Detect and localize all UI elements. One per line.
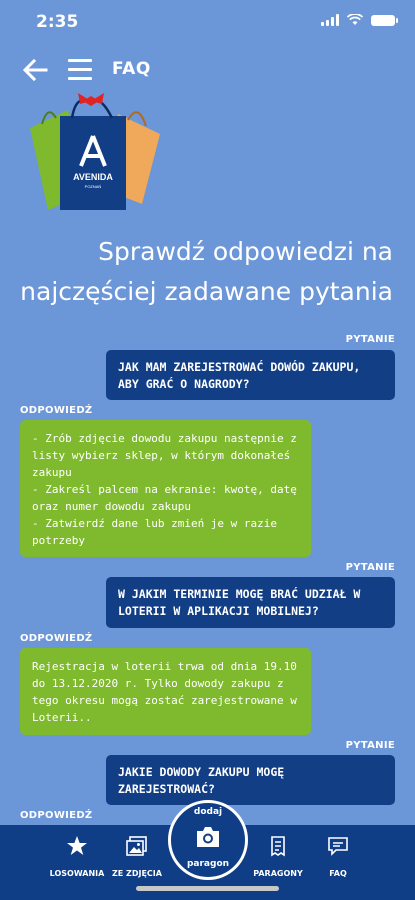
nav-ze-zdjecia[interactable] [102,835,172,880]
battery-icon [371,15,395,26]
nav-paragony-label: PARAGONY [253,869,303,878]
status-bar [0,0,415,44]
answer-bubble: Rejestracja w loterii trwa od dnia 19.10 do 13.12.2020 r. Tylko dowody zakupu z tego okresu mogą zostać zarejestrowane w Loterii.. [20,648,311,735]
star-icon [66,835,88,857]
answer-label: ODPOWIEDŹ [20,810,93,821]
nav-faq-label: FAQ [329,869,347,878]
status-time: 2:35 [36,12,79,32]
back-arrow-icon[interactable] [22,58,48,82]
bag-brand-name: AVENIDA [73,172,113,182]
nav-faq[interactable] [303,835,373,880]
camera-icon [195,825,221,849]
question-bubble: W JAKIM TERMINIE MOGĘ BRAĆ UDZIAŁ W LOTERII W APLIKACJI MOBILNEJ? [106,577,395,628]
chat-bubble-icon [327,835,349,857]
answer-bubble: - Zrób zdjęcie dowodu zakupu następnie z listy wybierz sklep, w którym dokonałeś zakupu - Zakreśl palcem na ekranie: kwotę, datę oraz numer dowodu zakupu - Zatwierdź dane lub zmień je w razie potrzeby [20,420,311,557]
shopping-bags-logo [20,92,170,212]
answer-label: ODPOWIEDŹ [20,633,93,644]
wifi-icon [347,14,363,26]
status-icons [321,14,395,26]
header [0,50,415,90]
answer-label: ODPOWIEDŹ [20,405,93,416]
signal-icon [321,14,339,26]
question-label: PYTANIE [345,740,395,751]
page-title: FAQ [112,59,151,79]
question-label: PYTANIE [345,562,395,573]
nav-ze-zdjecia-label: ZE ZDJĘCIA [112,869,162,878]
receipt-icon [267,835,289,857]
camera-top-label: dodaj [193,807,223,817]
hamburger-menu-icon[interactable] [68,59,92,81]
add-receipt-camera-button[interactable] [168,800,248,880]
camera-bottom-label: paragon [186,859,230,869]
home-indicator [136,886,279,891]
question-bubble: JAK MAM ZAREJESTROWAĆ DOWÓD ZAKUPU, ABY GRAĆ O NAGRODY? [106,350,395,400]
gallery-icon [126,835,148,857]
page-headline: Sprawdź odpowiedzi na najczęściej zadawane pytania [20,237,393,306]
question-bubble: JAKIE DOWODY ZAKUPU MOGĘ ZAREJESTROWAĆ? [106,755,395,805]
bag-brand-sub: POZNAŃ [84,184,102,189]
question-label: PYTANIE [345,334,395,345]
nav-losowania-label: LOSOWANIA [49,869,105,878]
